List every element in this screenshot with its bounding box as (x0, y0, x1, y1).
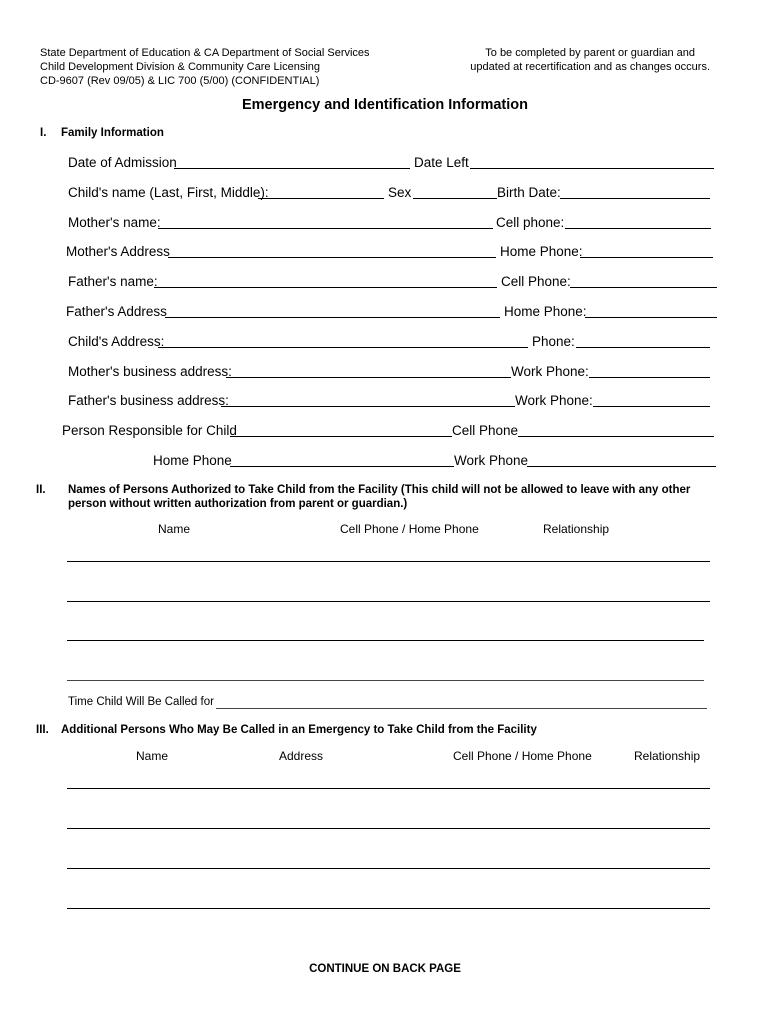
mother-work-phone-field[interactable] (589, 377, 710, 378)
father-business-label: Father's business address: (68, 393, 229, 408)
emergency-person-line-2[interactable] (67, 828, 710, 829)
father-work-phone-label: Work Phone: (515, 393, 593, 408)
section2-title: Names of Persons Authorized to Take Child from the Facility (This child will not be allowed to leave with any other person without written authorization from parent or guardian.) (68, 484, 691, 510)
header-instruction-1: To be completed by parent or guardian and (485, 47, 696, 59)
time-called-field[interactable] (216, 708, 707, 709)
header-division: Child Development Division & Community Care Licensing (40, 61, 321, 73)
child-address-label: Child's Address: (68, 334, 165, 349)
mother-name-label: Mother's name: (68, 215, 161, 230)
mother-cell-label: Cell phone: (496, 215, 565, 230)
child-phone-label: Phone: (532, 334, 575, 349)
responsible-person-label: Person Responsible for Child (62, 423, 237, 438)
father-name-label: Father's name: (68, 274, 158, 289)
section3-col-name: Name (136, 749, 169, 763)
responsible-home-label: Home Phone (153, 453, 232, 468)
section1-title: Family Information (61, 127, 164, 139)
section2-col-relationship: Relationship (543, 522, 610, 536)
section3-col-address: Address (279, 749, 324, 763)
mother-work-phone-label: Work Phone: (511, 364, 589, 379)
mother-home-phone-field[interactable] (580, 257, 713, 258)
child-phone-field[interactable] (576, 347, 710, 348)
responsible-cell-label: Cell Phone (452, 423, 519, 438)
form-title: Emergency and Identification Information (241, 97, 528, 113)
time-called-label: Time Child Will Be Called for (68, 696, 214, 708)
child-name-field[interactable] (258, 198, 384, 199)
father-cell-label: Cell Phone: (501, 274, 571, 289)
section3-title: Additional Persons Who May Be Called in an Emergency to Take Child from the Facility (61, 724, 537, 736)
section2-col-name: Name (158, 522, 191, 536)
section2-number: II. (36, 484, 46, 496)
birth-date-label: Birth Date: (497, 185, 561, 200)
authorized-person-line-2[interactable] (67, 601, 710, 602)
sex-field[interactable] (413, 198, 497, 199)
father-business-field[interactable] (221, 406, 515, 407)
header-instruction-2: updated at recertification and as changes occurs. (470, 61, 710, 73)
date-admission-field[interactable] (174, 168, 410, 169)
mother-home-phone-label: Home Phone: (500, 244, 583, 259)
mother-cell-field[interactable] (565, 228, 711, 229)
header-form-number: CD-9607 (Rev 09/05) & LIC 700 (5/00) (CONFIDENTIAL) (40, 75, 320, 87)
father-home-phone-label: Home Phone: (504, 304, 587, 319)
header-right (470, 46, 710, 74)
mother-business-label: Mother's business address: (68, 364, 232, 379)
child-address-field[interactable] (158, 347, 528, 348)
responsible-person-field[interactable] (230, 436, 452, 437)
father-name-field[interactable] (154, 287, 497, 288)
child-name-label: Child's name (Last, First, Middle): (68, 185, 269, 200)
section1-number: I. (40, 127, 47, 139)
header-agency: State Department of Education & CA Department of Social Services (40, 47, 370, 59)
header-left (40, 46, 370, 88)
father-cell-field[interactable] (570, 287, 717, 288)
responsible-work-label: Work Phone (454, 453, 529, 468)
sex-label: Sex (388, 185, 412, 200)
date-left-label: Date Left (414, 155, 469, 170)
responsible-cell-field[interactable] (518, 436, 714, 437)
birth-date-field[interactable] (560, 198, 710, 199)
mother-address-label: Mother's Address (66, 244, 170, 259)
section3-col-phone: Cell Phone / Home Phone (453, 749, 592, 763)
father-work-phone-field[interactable] (593, 406, 710, 407)
date-admission-label: Date of Admission (68, 155, 177, 170)
mother-business-field[interactable] (226, 377, 511, 378)
section2-col-phone: Cell Phone / Home Phone (340, 522, 479, 536)
section3-number: III. (36, 724, 49, 736)
mother-address-field[interactable] (168, 257, 496, 258)
continue-footer: CONTINUE ON BACK PAGE (309, 963, 461, 975)
authorized-person-line-1[interactable] (67, 561, 710, 562)
responsible-home-field[interactable] (230, 466, 454, 467)
section3-col-relationship: Relationship (634, 749, 701, 763)
emergency-person-line-1[interactable] (67, 788, 710, 789)
emergency-person-line-3[interactable] (67, 868, 710, 869)
authorized-person-line-4[interactable] (67, 680, 704, 681)
authorized-person-line-3[interactable] (67, 640, 704, 641)
date-left-field[interactable] (470, 168, 714, 169)
emergency-person-line-4[interactable] (67, 908, 710, 909)
responsible-work-field[interactable] (527, 466, 716, 467)
mother-name-field[interactable] (158, 228, 493, 229)
father-address-label: Father's Address (66, 304, 167, 319)
father-address-field[interactable] (165, 317, 500, 318)
father-home-phone-field[interactable] (585, 317, 717, 318)
